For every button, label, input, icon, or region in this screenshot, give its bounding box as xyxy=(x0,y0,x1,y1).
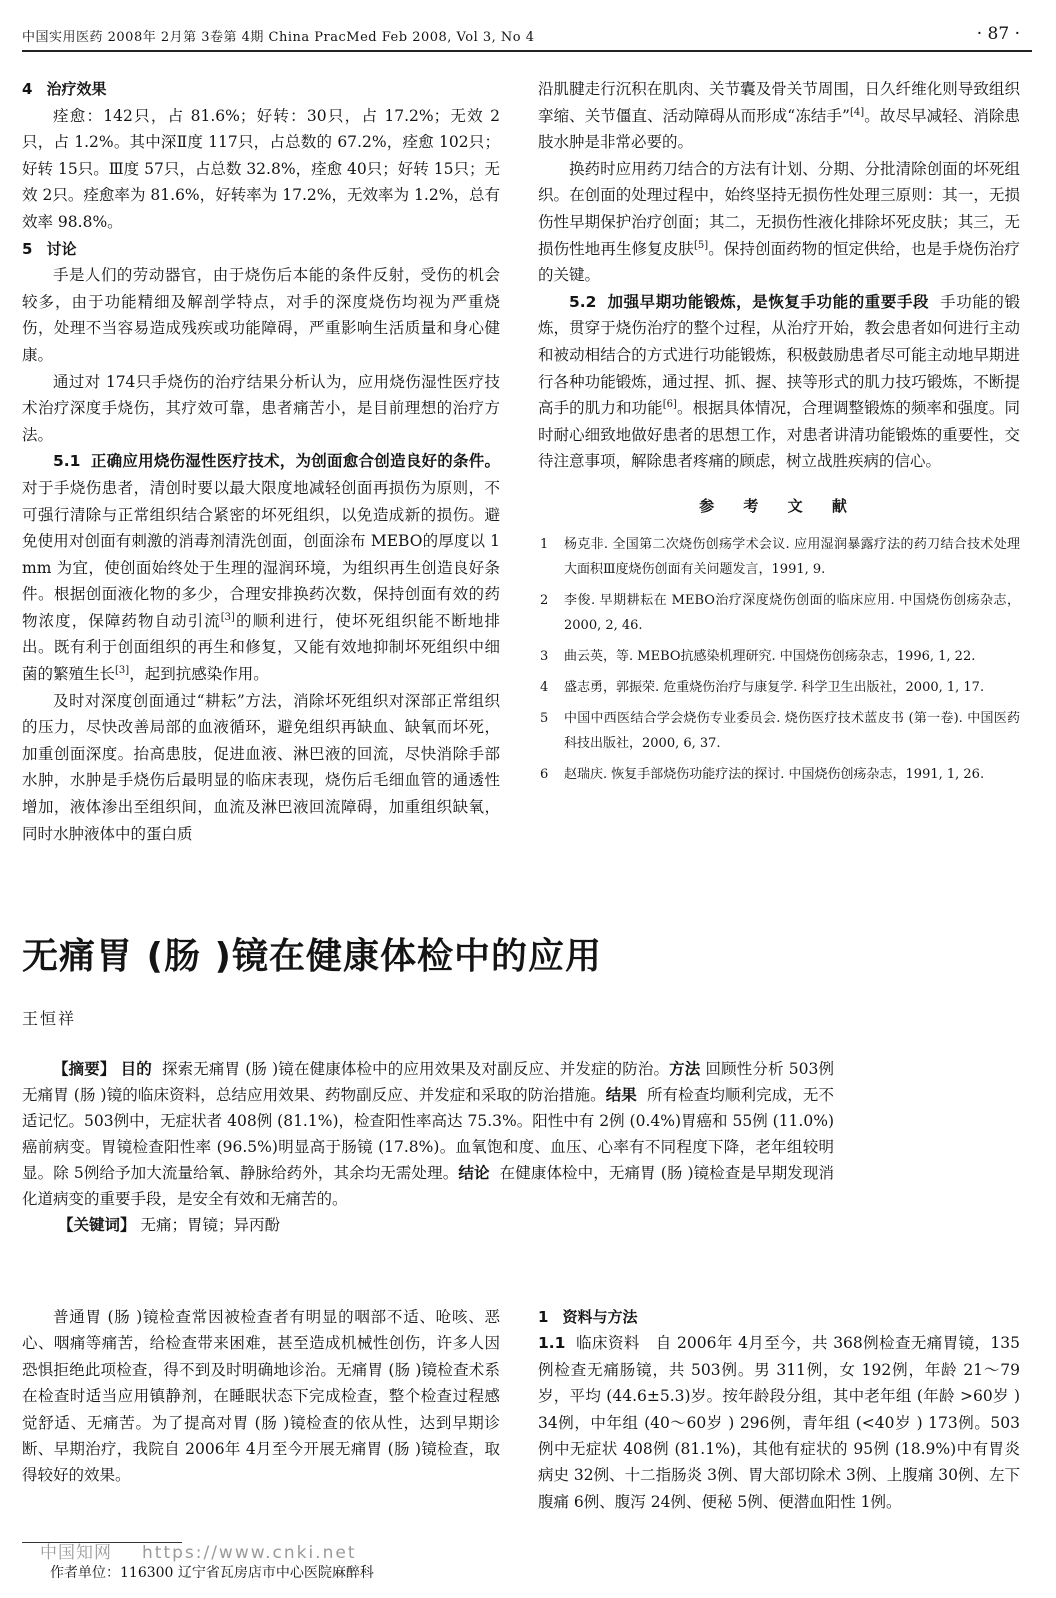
reference-number: 1 xyxy=(540,536,549,552)
reference-item xyxy=(538,588,1020,638)
paragraph: 手是人们的劳动器官，由于烧伤后本能的条件反射，受伤的机会较多，由于功能精细及解剖学特点，对手的深度烧伤均视为严重烧伤，处理不当容易造成残疾或功能障碍，严重影响生活质量和身心健康。 xyxy=(22,266,500,364)
objective-label: 目的 xyxy=(120,1060,152,1078)
subsection-title: 临床资料 xyxy=(576,1334,640,1353)
page-number: · 87 · xyxy=(976,24,1020,44)
text-run: 。保持创面药物的恒定供给，也是手烧伤治疗的关键。 xyxy=(538,239,1020,285)
paragraph xyxy=(538,156,1020,289)
paragraph xyxy=(538,76,1020,156)
section-title: 讨论 xyxy=(46,239,77,258)
conclusion-text: 在健康体检中，无痛胃 (肠 )镜检查是早期发现消化道病变的重要手段，是安全有效和无痛苦的。 xyxy=(22,1164,835,1208)
body-right-column xyxy=(538,1304,1020,1515)
reference-item xyxy=(538,675,1020,700)
body-left-column xyxy=(22,1304,500,1489)
paragraph xyxy=(22,448,500,687)
section-heading xyxy=(22,76,500,103)
section-title: 治疗效果 xyxy=(46,80,107,98)
objective-text: 探索无痛胃 (肠 )镜在健康体检中的应用效果及对副反应、并发症的防治。 xyxy=(162,1060,670,1078)
paragraph xyxy=(538,289,1020,475)
abstract xyxy=(22,1056,834,1238)
author-name: 王恒祥 xyxy=(22,1009,77,1028)
article-title: 无痛胃 (肠 )镜在健康体检中的应用 xyxy=(22,936,602,977)
text-run: 沿肌腱走行沉积在肌肉、关节囊及骨关节周围，日久纤维化则导致组织挛缩、关节僵直、活动障碍从而形成“冻结手” xyxy=(538,80,1020,125)
text-run: 换药时应用药刀结合的方法有计划、分期、分批清除创面的坏死组织。在创面的处理过程中，始终坚持无损伤性处理三原则：其一，无损伤性早期保护治疗创面；其二，无损伤性液化排除坏死皮肤；其三，无损伤性地再生修复皮肤 xyxy=(538,159,1020,258)
reference-item xyxy=(538,762,1020,787)
right-column xyxy=(538,76,1020,793)
paragraph: 及时对深度创面通过“耕耘”方法，消除坏死组织对深部正常组织的压力，尽快改善局部的血液循环，避免组织再缺血、缺氧而坏死，加重创面深度。抬高患肢，促进血液、淋巴液的回流，尽快消除手部水肿，水肿是手烧伤后最明显的临床表现，烧伤后毛细血管的通透性增加，液体渗出至组织间，血流及淋巴液回流障碍，加重组织缺氧，同时水肿液体中的蛋白质 xyxy=(22,691,500,843)
reference-number: 3 xyxy=(540,648,549,664)
section-heading xyxy=(538,1304,1020,1330)
reference-list xyxy=(538,532,1020,787)
reference-item xyxy=(538,644,1020,669)
section-heading xyxy=(22,236,500,263)
paragraph: 普通胃 (肠 )镜检查常因被检查者有明显的咽部不适、呛咳、恶心、咽痛等痛苦，给检查带来困难，甚至造成机械性创伤，许多人因恐惧拒绝此项检查，得不到及时明确地诊治。无痛胃 (肠 )镜检查术系在检查时适当应用镇静剂，在睡眠状态下完成检查，整个检查过程感觉舒适、无痛苦。为了提高对胃 (肠 )镜检查的依从性，达到早期诊断、早期治疗，我院自 2006年 4月至今开展无痛胃 (肠 )镜检查，取得较好的效果。 xyxy=(22,1308,500,1485)
section-number: 1 xyxy=(538,1308,549,1326)
text-run: 自 2006年 4月至今，共 368例检查无痛胃镜，135例检查无痛肠镜，共 503例。男 311例，女 192例，年龄 21～79岁，平均 (44.6±5.3)岁。按年龄段分组，其中老年组 (年龄 >60岁 ) 34例，中年组 (40～60岁 ) 296例，青年组 (<40岁 ) 173例。503例中无症状 408例 (81.1%)，其他有症状的 95例 (18.9%)中有胃炎病史 32例、十二指肠炎 3例、胃大部切除术 3例、上腹痛 30例、左下腹痛 6例、腹泻 24例、便秘 5例、便潜血阳性 1例。 xyxy=(538,1334,1021,1511)
reference-number: 6 xyxy=(540,766,549,782)
keywords-text: 无痛；胃镜；异丙酚 xyxy=(140,1216,280,1234)
subsection-number: 5.2 xyxy=(569,292,597,311)
reference-item xyxy=(538,706,1020,756)
watermark-site: 中国知网 xyxy=(40,1543,112,1563)
reference-text: 中国中西医结合学会烧伤专业委员会. 烧伤医疗技术蓝皮书 (第一卷). 中国医药科技出版社，2000, 6, 37. xyxy=(564,710,1020,751)
methods-label: 方法 xyxy=(669,1060,701,1078)
section-number: 5 xyxy=(22,239,33,258)
subsection-title: 加强早期功能锻炼，是恢复手功能的重要手段 xyxy=(607,292,930,311)
subsection-title: 正确应用烧伤湿性医疗技术，为创面愈合创造良好的条件。 xyxy=(90,452,500,471)
citation: [6] xyxy=(662,398,677,410)
author-affiliation: 作者单位：116300 辽宁省瓦房店市中心医院麻醉科 xyxy=(50,1565,374,1581)
reference-number: 2 xyxy=(540,592,549,608)
text-run: 。根据具体情况，合理调整锻炼的频率和强度。同时耐心细致地做好患者的思想工作，对患者讲清功能锻炼的重要性，交待注意事项，解除患者疼痛的顾虑，树立战胜疾病的信心。 xyxy=(538,399,1020,471)
footnote-divider xyxy=(22,1542,182,1543)
abstract-label: 【摘要】 xyxy=(53,1060,116,1078)
results-text: 所有检查均顺利完成，无不适记忆。503例中，无症状者 408例 (81.1%)，检查阳性率高达 75.3%。阳性中有 2例 (0.4%)胃癌和 55例 (11.0%)癌前病变。胃镜检查阳性率 (96.5%)明显高于肠镜 (17.8%)。血氧饱和度、血压、心率有不同程度下降，老年组较明显。除 5例给予加大流量给氧、静脉给药外，其余均无需处理。 xyxy=(22,1086,834,1182)
section-title: 资料与方法 xyxy=(562,1308,638,1326)
reference-text: 杨克非. 全国第二次烧伤创疡学术会议. 应用湿润暴露疗法的药刀结合技术处理大面积Ⅲ度烧伤创面有关问题发言，1991, 9. xyxy=(564,536,1020,577)
text-run: 的顺利进行，使坏死组织能不断地排出。既有利于创面组织的再生和修复，又能有效地抑制坏死组织中细菌的繁殖生长 xyxy=(22,611,500,684)
reference-number: 5 xyxy=(540,710,549,726)
keywords-label: 【关键词】 xyxy=(58,1216,136,1234)
journal-citation: 中国实用医药 2008年 2月第 3卷第 4期 China PracMed Feb 2008, Vol 3, No 4 xyxy=(22,30,535,45)
reference-text: 赵瑞庆. 恢复手部烧伤功能疗法的探讨. 中国烧伤创疡杂志，1991, 1, 26. xyxy=(564,766,985,782)
subsection-number: 5.1 xyxy=(53,452,81,471)
text-run: 。故尽早减轻、消除患肢水肿是非常必要的。 xyxy=(538,106,1020,152)
text-run: 对于手烧伤患者，清创时要以最大限度地减轻创面再损伤为原则，不可强行清除与正常组织结合紧密的坏死组织，以免造成新的损伤。避免使用对创面有刺激的消毒剂清洗创面，创面涂布 MEBO的厚度以 1 mm 为宜，使创面始终处于生理的湿润环境，为组织再生创造良好条件。根据创面液化物的多少，合理安排换药次数，保持创面有效的药物浓度，保障药物自动引流 xyxy=(22,478,500,630)
reference-item xyxy=(538,532,1020,582)
text-run: 手功能的锻炼，贯穿于烧伤治疗的整个过程，从治疗开始，教会患者如何进行主动和被动相结合的方式进行功能锻炼，积极鼓励患者尽可能主动地早期进行各种功能锻炼，通过捏、抓、握、挟等形式的肌力技巧锻炼，不断提高手的肌力和功能 xyxy=(538,292,1020,418)
abstract-body xyxy=(22,1056,834,1212)
citation: [3] xyxy=(115,664,130,676)
subsection-number: 1.1 xyxy=(538,1334,566,1353)
conclusion-label: 结论 xyxy=(458,1164,490,1182)
reference-text: 李俊. 早期耕耘在 MEBO治疗深度烧伤创面的临床应用. 中国烧伤创疡杂志，2000, 2, 46. xyxy=(564,592,1020,633)
keywords xyxy=(22,1212,834,1238)
results-label: 结果 xyxy=(605,1086,637,1104)
paragraph: 通过对 174只手烧伤的治疗结果分析认为，应用烧伤湿性医疗技术治疗深度手烧伤，其疗效可靠，患者痛苦小，是目前理想的治疗方法。 xyxy=(22,372,500,444)
reference-text: 盛志勇，郭振荣. 危重烧伤治疗与康复学. 科学卫生出版社，2000, 1, 17. xyxy=(564,679,985,695)
methods-text: 回顾性分析 503例无痛胃 (肠 )镜的临床资料，总结应用效果、药物副反应、并发症和采取的防治措施。 xyxy=(22,1060,834,1104)
paragraph: 痊愈：142只，占 81.6%；好转：30只，占 17.2%；无效 2只，占 1.2%。其中深Ⅱ度 117只，占总数的 67.2%，痊愈 102只；好转 15只。Ⅲ度 57只，占总数 32.8%，痊愈 40只；好转 15只；无效 2只。痊愈率为 81.6%，好转率为 17.2%，无效率为 1.2%，总有效率 98.8%。 xyxy=(22,106,500,231)
running-header xyxy=(22,24,1032,52)
citation: [4] xyxy=(850,106,865,118)
paragraph xyxy=(538,1330,1020,1515)
reference-text: 曲云英，等. MEBO抗感染机理研究. 中国烧伤创疡杂志，1996, 1, 22. xyxy=(564,648,976,664)
watermark-url: https://www.cnki.net xyxy=(142,1543,357,1563)
text-run: ，起到抗感染作用。 xyxy=(129,665,269,684)
reference-number: 4 xyxy=(540,679,549,695)
section-number: 4 xyxy=(22,80,33,98)
citation: [3] xyxy=(220,611,235,623)
citation: [5] xyxy=(693,239,709,251)
left-column xyxy=(22,76,500,847)
references-heading: 参 考 文 献 xyxy=(699,496,859,515)
